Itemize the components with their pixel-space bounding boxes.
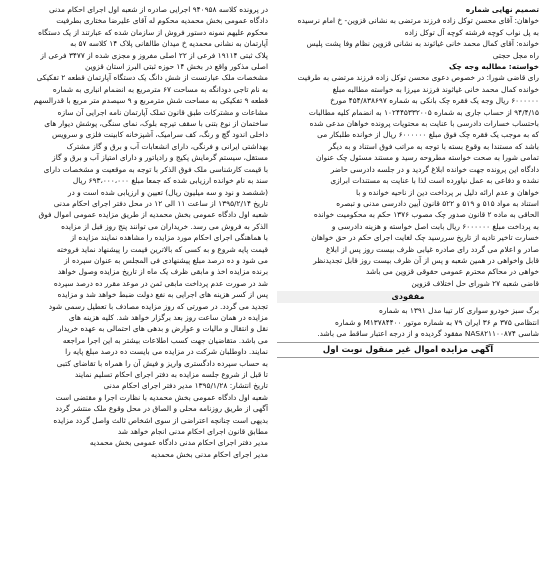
ruling-text-line: که به موجب یک فقره چک فوق مبلغ ۶۰۰۰۰۰۰ ریال از خوانده طلبکار می	[317, 130, 539, 140]
auction-text-line: با هماهنگی اجرای احکام مورد مزایده را مشاهده نمایند مزایده از	[70, 233, 268, 243]
auction-text-line: با قیمت کارشناسی ملک فوق الذکر با توجه به موقعیت و مشخصات دارای	[43, 164, 268, 174]
ruling-text-line: به پل نواب کوچه فرشته کوچه آل توکل زاده	[404, 27, 539, 37]
auction-text-line: (ششصد و نود و سه میلیون ریال) تعیین و ارزیابی شده است و در	[67, 187, 268, 197]
auction-text-line: سند به نام خوانده ارزیابی شده که جمعا مبلغ ۶۹۳،۰۰۰،۰۰۰ ریال	[72, 176, 268, 186]
auction-text-line: داخلی اندود گچ و رنگ، کف سرامیک، آشپزخانه کابینت فلزی و سرویس	[51, 130, 268, 140]
auction-text-line: اصلی مذکور واقع در بخش ۱۴ حوزه ثبتی البرز استان قزوین	[84, 62, 268, 72]
auction-text-line: دادگاه عمومی بخش محمدیه محکوم له آقای علیرضا مختاری بطرفیت	[56, 16, 268, 26]
auction-text-line: مشاعات و مشترکات طبق قانون تملک آپارتمان نامه اجرایی آن سازه	[57, 107, 268, 117]
ruling-text-line: خوانده کمال محمد خانی غیاثوند فرزند میرزا به خواسته مطالبه مبلغ	[332, 84, 539, 94]
lost-notice-line: شاسی NAS۸۲۱۱۰۰۸۷۴ مفقود گردیده و از درجه اعتبار ساقط می باشد.	[317, 328, 539, 338]
auction-text-line: نمایند. داوطلبان شرکت در مزایده می بایست ده درصد مبلغ پایه را	[65, 347, 268, 357]
auction-text-line: شعبه اول دادگاه عمومی بخش محمدیه از طریق مزایده عمومی اموال فوق	[38, 210, 268, 220]
auction-text-line: آپارتمان به نشانی محمدیه خ میدان طالقانی پلاک ۱۴ کلاسه ۵۷ به	[70, 39, 268, 49]
auction-text-line: تا قبل از شروع جلسه مزایده به دفتر اجرای احکام تسلیم نمایند	[74, 370, 268, 379]
auction-text-line: قیمت پایه شروع و به کسی که بالاترین قیمت را پیشنهاد نماید فروخته	[56, 244, 268, 254]
auction-text-line: الذکر به فروش می رسد. خریداران می توانند پنج روز قبل از مزایده	[61, 221, 268, 231]
auction-text-line: محکوم علیهم نمونه دستور فروش از سازمان شده که عبارتند از یک دستگاه	[38, 27, 268, 37]
auction-text-line: شد در صورت عدم پرداخت مابقی ثمن در موعد مقرر ده درصد سپرده	[53, 278, 268, 288]
ruling-text-line: الحاقی به ماده ۲ قانون صدور چک مصوب ۱۳۷۶ حکم به محکومیت خوانده	[313, 210, 539, 220]
ruling-text-line: راه مجل حجتی	[492, 50, 539, 60]
auction-text-line: بهداشتی ایرانی و فرنگی، دارای انشعابات آب و برق و گاز مشترک	[66, 141, 268, 151]
auction-text-line: در پرونده کلاسه ۹۴۰۹۵۸ اجرایی صادره از شعبه اول اجرای احکام مدنی	[48, 5, 268, 14]
auction-text-line: به نام تاجی دودانگه به مساحت ۶۷ مترمربع به انضمام انباری به شماره	[52, 84, 268, 94]
auction-text-line: می باشد. متقاضیان جهت کسب اطلاعات بیشتر به این اجرا مراجعه	[62, 335, 268, 345]
lost-notice-line: انتظامی ۳۷۵ م ۳۶ ایران ۷۹ به شماره موتور M۱۳۷۸۴۴۰۰ و شماره	[335, 317, 539, 327]
ruling-text-line: خوانده: آقای کمال محمد خانی غیاثوند به نشانی قزوین نظام وفا پشت پلیس	[306, 39, 539, 49]
ruling-text-line: قاضی شعبه ۲۷ شورای حل اختلاف قزوین	[411, 278, 539, 288]
auction-text-line: ساختمان از نوع بتنی با سقف تیرچه بلوک، نمای سنگی، پوشش دیوار های	[44, 119, 268, 129]
auction-text-line: نقل و انتقال و مالیات و عوارض و بدهی های احتمالی به عهده خریدار	[57, 324, 268, 334]
auction-notice-title: آگهی مزایده اموال غیر منقول نوبت اول	[277, 342, 539, 358]
auction-text-line: مدیر دفتر اجرای احکام مدنی دادگاه عمومی بخش محمدیه	[89, 438, 268, 448]
auction-text-line: مدیر اجرای احکام مدنی بخش محمدیه	[151, 449, 268, 459]
left-column	[6, 4, 268, 460]
ruling-text-line: خواهی در محاکم محترم عمومی حقوقی قزوین می باشد	[366, 267, 539, 277]
ruling-text-line: خواهان و عدم ارائه دلیل بر پرداخت دین از ناحیه خوانده و با	[356, 187, 539, 197]
lost-notice-heading: مفقودی	[277, 291, 539, 303]
auction-text-line: بدیهی است چنانچه اعتراضی از سوی اشخاص ثالث واصل گردد مزایده	[53, 415, 268, 425]
ruling-text-line: خسارت تاخیر تادیه از تاریخ سررسید چک لغایت اجرای حکم در حق خواهان	[311, 233, 539, 243]
auction-text-line: تاریخ ۱۳۹۵/۲/۱۴ از ساعت ۱۱ الی ۱۲ در محل دفتر اجرای احکام مدنی	[53, 198, 268, 208]
ruling-text-line: تصمیم نهایی شماره	[465, 5, 539, 14]
ruling-text-line: باشد که مستندا به وقوع بسته با توجه به مراتب فوق استناد و به دیگر	[328, 141, 539, 151]
auction-text-line: پس از کسر هزینه های اجرایی به نفع دولت ضبط خواهد شد و مزایده	[57, 290, 268, 300]
auction-text-line: به حساب سپرده دادگستری واریز و فیش آن را همراه با تقاضای کتبی	[56, 358, 268, 368]
auction-text-line: تاریخ انتشار: ۱۳۹۵/۱/۲۸ مدیر دفتر اجرای احکام مدنی	[103, 381, 268, 391]
ruling-text-line: رای قاضی شورا: در خصوص دعوی محسن توکل زاده فرزند مرتضی به طرفیت	[297, 73, 539, 83]
auction-text-line: پلاک ثبتی ۱۹۱۱۴ فرعی از ۲۲ اصلی مفروز و مجزی شده از ۳۴۷۷ فرعی از	[40, 50, 268, 60]
auction-text-line: مستقل، سیستم گرمایش پکیج و رادیاتور و دارای امتیاز آب و برق و گاز	[52, 153, 268, 163]
ruling-text-line: دادگاه این پرونده جهت خوانده ابلاغ گردید و در جلسه دادرسی حاضر	[330, 164, 539, 174]
right-column	[277, 4, 539, 358]
ruling-text-line: باحتساب خسارات دادرسی با عنایت به محتویات پرونده خواهان مدعی شده	[309, 119, 539, 129]
auction-text-line: آگهی از طریق روزنامه محلی و الصاق در محل وقوع ملک منتشر گردد	[55, 404, 268, 414]
ruling-text-line: نشده و دفاعی به عمل نیاورده است لذا با عنایت به مستندات ابرازی	[330, 176, 539, 186]
auction-text-line: مزایده در همان ساعت روز بعد برگزار خواهد شد. کلیه هزینه های	[68, 312, 268, 322]
auction-text-line: می شود و ده درصد مبلغ پیشنهادی فی المجلس به عنوان سپرده از	[64, 255, 268, 265]
ruling-text-line: خواهان: آقای محسن توکل زاده فرزند مرتضی به نشانی قزوین- خ امام نرسیده	[297, 16, 539, 26]
ruling-text-line: صادر و اعلام می گردد رای صادره غیابی ظرف بیست روز پس از ابلاغ	[326, 244, 539, 254]
auction-text-line: شعبه اول دادگاه عمومی بخش محمدیه با نظارت اجرا و مقتضی است	[55, 392, 268, 402]
ruling-text-line: به پرداخت مبلغ ۶۰۰۰۰۰۰ ریال بابت اصل خواسته و هزینه دادرسی و	[331, 221, 539, 231]
auction-text-line: تجدید می گردد. در صورتی که روز مزایده مصادف با تعطیل رسمی شود	[48, 301, 268, 311]
auction-text-line: قطعه ۹ تفکیکی به مساحت شش مترمربع و ۹ سیصدم متر مربع با قدرالسهم	[33, 96, 268, 106]
ruling-text-line: قابل واخواهی در همین شعبه و پس از آن ظرف بیست روز قابل تجدیدنظر	[313, 255, 539, 265]
auction-text-line: مشخصات ملک عبارتست از شش دانگ یک دستگاه آپارتمان قطعه ۲ تفکیکی	[36, 73, 268, 83]
ruling-text-line: تمامی شورا به صحت خواسته مطروحه رسید و مستند مسئول چک عنوان	[316, 153, 539, 163]
ruling-text-line: استناد به مواد ۵۱۵ و ۵۱۹ و ۵۲۲ قانون آیین دادرسی مدنی و تبصره	[336, 198, 539, 208]
auction-text-line: برنده مزایده اخذ و مابقی ظرف یک ماه از تاریخ مزایده وصول خواهد	[57, 267, 268, 277]
auction-text-line: مطابق قانون اجرای احکام مدنی انجام خواهد شد	[117, 427, 268, 437]
ruling-text-line: ۹۴/۴/۱۵ از حساب جاری به شماره ۱۰۲۴۴۵۳۳۲۰۰۵ به انضمام کلیه مطالبات	[308, 107, 539, 117]
lost-notice-line: برگ سبز خودرو سواری کار تیبا مدل ۱۳۹۱ به شماره	[378, 306, 539, 316]
ruling-text-line: خواسته: مطالبه وجه چک	[448, 62, 539, 72]
ruling-text-line: ۶۰۰۰۰۰۰ ریال وجه یک فقره چک بانکی به شماره ۴۵۴/۸۳۸۶۹۷ مورخ	[330, 96, 539, 106]
